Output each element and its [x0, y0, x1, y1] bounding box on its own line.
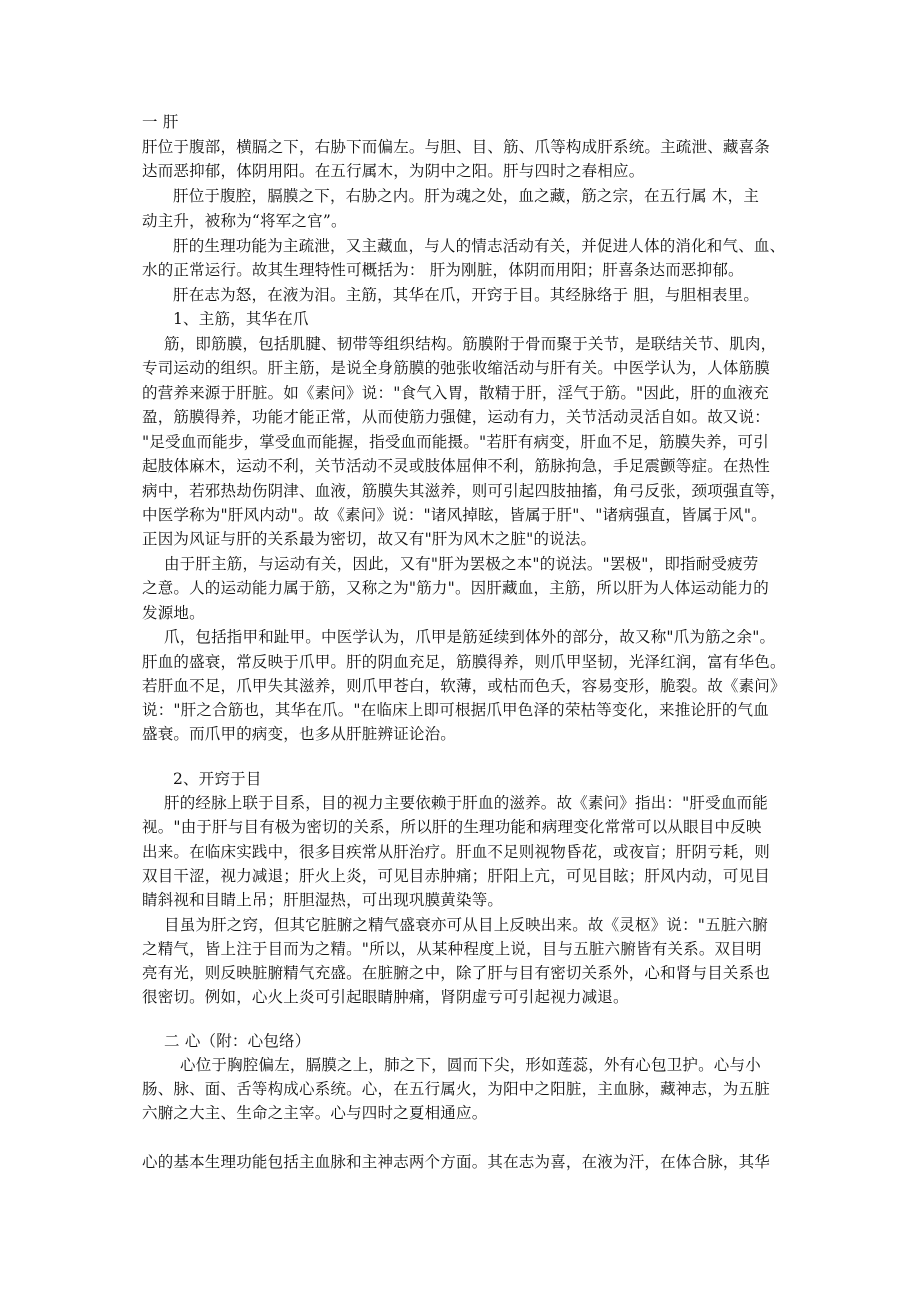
text-line: 心位于胸腔偏左，膈膜之上，肺之下，圆而下尖，形如莲蕊，外有心包卫护。心与小 — [180, 1056, 761, 1074]
text-line: 肝的经脉上联于目系，目的视力主要依赖于肝血的滋养。故《素问》指出："肝受血而能 — [164, 794, 768, 812]
text-line: 肝血的盛衰，常反映于爪甲。肝的阴血充足，筋膜得养，则爪甲坚韧，光泽红润，富有华色。 — [142, 653, 786, 671]
text-line: 肠、脉、面、舌等构成心系统。心，在五行属火，为阳中之阳脏，主血脉，藏神志，为五脏 — [142, 1080, 771, 1098]
text-line: 亮有光，则反映脏腑精气充盛。在脏腑之中，除了肝与目有密切关系外，心和肾与目关系也 — [142, 964, 771, 982]
text-line: 肝位于腹部，横膈之下，右胁下而偏左。与胆、目、筋、爪等构成肝系统。主疏泄、藏喜条 — [142, 138, 771, 156]
text-line: 病中，若邪热劫伤阴津、血液，筋膜失其滋养，则可引起四肢抽搐，角弓反张，颈项强直等， — [142, 482, 786, 500]
text-line: 专司运动的组织。肝主筋，是说全身筋膜的弛张收缩活动与肝有关。中医学认为，人体筋膜 — [142, 359, 771, 377]
subsection-heading: 1、主筋，其华在爪 — [173, 310, 309, 328]
text-line: 说："肝之合筋也，其华在爪。"在临床上即可根据爪甲色泽的荣枯等变化，来推论肝的气血 — [142, 701, 769, 719]
text-line: 双目干涩，视力减退；肝火上炎，可见目赤肿痛；肝阳上亢，可见目眩；肝风内动，可见目 — [142, 867, 771, 885]
text-line: 正因为风证与肝的关系最为密切，故又有"肝为风木之脏"的说法。 — [142, 530, 597, 548]
text-line: 盈，筋膜得养，功能才能正常，从而使筋力强健，运动有力，关节活动灵活自如。故又说： — [142, 408, 771, 426]
text-line: 水的正常运行。故其生理特性可概括为： 肝为刚脏，体阴而用阳；肝喜条达而恶抑郁。 — [142, 261, 744, 279]
text-line: 六腑之大主、生命之主宰。心与四时之夏相通应。 — [142, 1104, 488, 1122]
text-line: 之意。人的运动能力属于筋，又称之为"筋力"。因肝藏血，主筋，所以肝为人体运动能力的 — [142, 579, 769, 597]
text-line: 由于肝主筋，与运动有关，因此，又有"肝为罢极之本"的说法。"罢极"，即指耐受疲劳 — [164, 555, 759, 573]
text-line: 爪，包括指甲和趾甲。中医学认为，爪甲是筋延续到体外的部分，故又称"爪为筋之余"。 — [164, 628, 776, 646]
text-line: 发源地。 — [142, 604, 205, 622]
text-line: 出来。在临床实践中，很多目疾常从肝治疗。肝血不足则视物昏花，或夜盲；肝阴亏耗，则 — [142, 843, 771, 861]
text-line: 肝在志为怒，在液为泪。主筋，其华在爪，开窍于目。其经脉络于 胆，与胆相表里。 — [173, 286, 760, 304]
text-line: 肝位于腹腔，膈膜之下，右胁之内。肝为魂之处，血之藏，筋之宗，在五行属 木，主 — [173, 187, 760, 205]
text-line: 心的基本生理功能包括主血脉和主神志两个方面。其在志为喜，在液为汗，在体合脉，其华 — [142, 1153, 771, 1171]
text-line: "足受血而能步，掌受血而能握，指受血而能摄。"若肝有病变，肝血不足，筋膜失养，可引 — [142, 433, 769, 451]
text-line: 视。"由于肝与目有极为密切的关系，所以肝的生理功能和病理变化常常可以从眼目中反映 — [142, 818, 762, 836]
subsection-heading: 2、开窍于目 — [173, 770, 262, 788]
text-line: 中医学称为"肝风内动"。故《素问》说："诸风掉眩，皆属于肝"、"诸病强直，皆属于风"。 — [142, 506, 767, 524]
text-line: 若肝血不足，爪甲失其滋养，则爪甲苍白，软薄，或枯而色夭，容易变形，脆裂。故《素问》 — [142, 677, 786, 695]
text-line: 之精气，皆上注于目而为之精。"所以，从某种程度上说，目与五脏六腑皆有关系。双目明 — [142, 940, 762, 958]
text-line: 筋，即筋膜，包括肌腱、韧带等组织结构。筋膜附于骨而聚于关节，是联结关节、肌肉， — [164, 335, 777, 353]
section-heading-heart: 二 心（附：心包络） — [164, 1032, 311, 1050]
text-line: 目虽为肝之窍，但其它脏腑之精气盛衰亦可从目上反映出来。故《灵枢》说："五脏六腑 — [164, 916, 768, 934]
text-line: 睛斜视和目睛上吊；肝胆湿热，可出现巩膜黄染等。 — [142, 891, 504, 909]
text-line: 达而恶抑郁，体阴用阳。在五行属木，为阴中之阳。肝与四时之春相应。 — [142, 162, 645, 180]
text-line: 很密切。例如，心火上炎可引起眼睛肿痛，肾阴虚亏可引起视力减退。 — [142, 988, 629, 1006]
text-line: 肝的生理功能为主疏泄，又主藏血，与人的情志活动有关，并促进人体的消化和气、血、 — [173, 237, 786, 255]
text-line: 盛衰。而爪甲的病变，也多从肝脏辨证论治。 — [142, 725, 457, 743]
text-line: 的营养来源于肝脏。如《素问》说："食气入胃，散精于肝，淫气于筋。"因此，肝的血液充 — [142, 384, 769, 402]
text-line: 动主升，被称为“将军之官”。 — [142, 212, 347, 230]
text-line: 起肢体麻木，运动不利，关节活动不灵或肢体屈伸不利，筋脉拘急，手足震颤等症。在热性 — [142, 457, 771, 475]
section-heading-liver: 一 肝 — [142, 113, 179, 131]
